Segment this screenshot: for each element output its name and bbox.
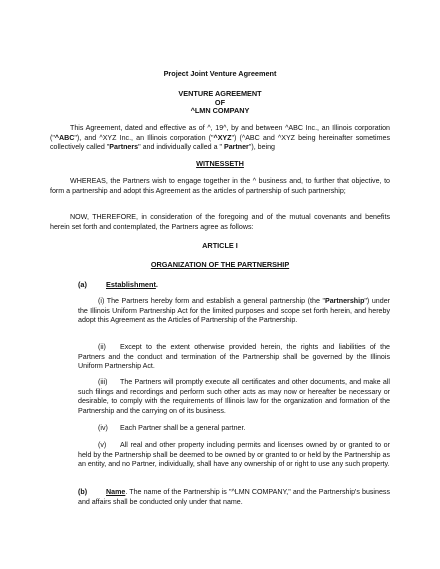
witnesseth-heading: WITNESSETH [196,159,244,168]
section-a-heading: (a) Establishment. [78,280,158,289]
clause-i: (i) The Partners hereby form and establish a general partnership (the "Partnership") under the Illinois Uniform Partnership Act for the limited purposes and scope set forth herein, and hereby adopt this Agreement as the Articles of Partnership of the Partnership. [78,297,390,325]
now-therefore-paragraph: NOW, THEREFORE, in consideration of the foregoing and of the mutual covenants and benefits herein set forth and contemplated, the Partners agree as follows: [50,213,390,231]
clause-iii: (iii) The Partners will promptly execute all certificates and other documents, and make all such filings and recordings and perform such other acts as may now or hereafter be necessary or desirable, to comply with the requirements of Illinois law for the organization and formation of the Partnership and the carrying on of its business. [78,378,390,416]
article-title: ORGANIZATION OF THE PARTNERSHIP [150,260,290,269]
heading-company: ^LMN COMPANY [190,106,250,115]
section-b-paragraph: (b) Name. The name of the Partnership is "^LMN COMPANY," and the Partnership's business and affairs shall be conducted only under that name. [78,488,390,506]
heading-venture-agreement: VENTURE AGREEMENT [178,89,262,98]
article-heading: ARTICLE I [202,241,238,250]
clause-ii: (ii) Except to the extent otherwise provided herein, the rights and liabilities of the Partners and the conduct and termination of the Partnership shall be governed by the Illinois Uniform Partnership Act. [78,343,390,371]
clause-iv: (iv) Each Partner shall be a general partner. [98,424,246,432]
heading-of: OF [214,98,226,107]
whereas-paragraph: WHEREAS, the Partners wish to engage together in the ^ business and, to further that objective, to form a partnership and adopt this Agreement as the articles of partnership of such partnership; [50,177,390,195]
clause-v: (v) All real and other property including permits and licenses owned by or granted to or held by the Partnership shall be deemed to be owned by or granted to or held by the Partnership as an entity, and no Partner, individually, shall have any ownership of or right to use any such property. [78,441,390,469]
document-title: Project Joint Venture Agreement [163,69,277,78]
intro-paragraph: This Agreement, dated and effective as of ^, 19^, by and between ^ABC Inc., an Illinois corporation ("^ABC"), and ^XYZ Inc., an Illinois corporation ("^XYZ") (^ABC and ^XYZ being hereinafter sometimes collectively called "Partners" and individually called a " Partner"), being [50,124,390,152]
